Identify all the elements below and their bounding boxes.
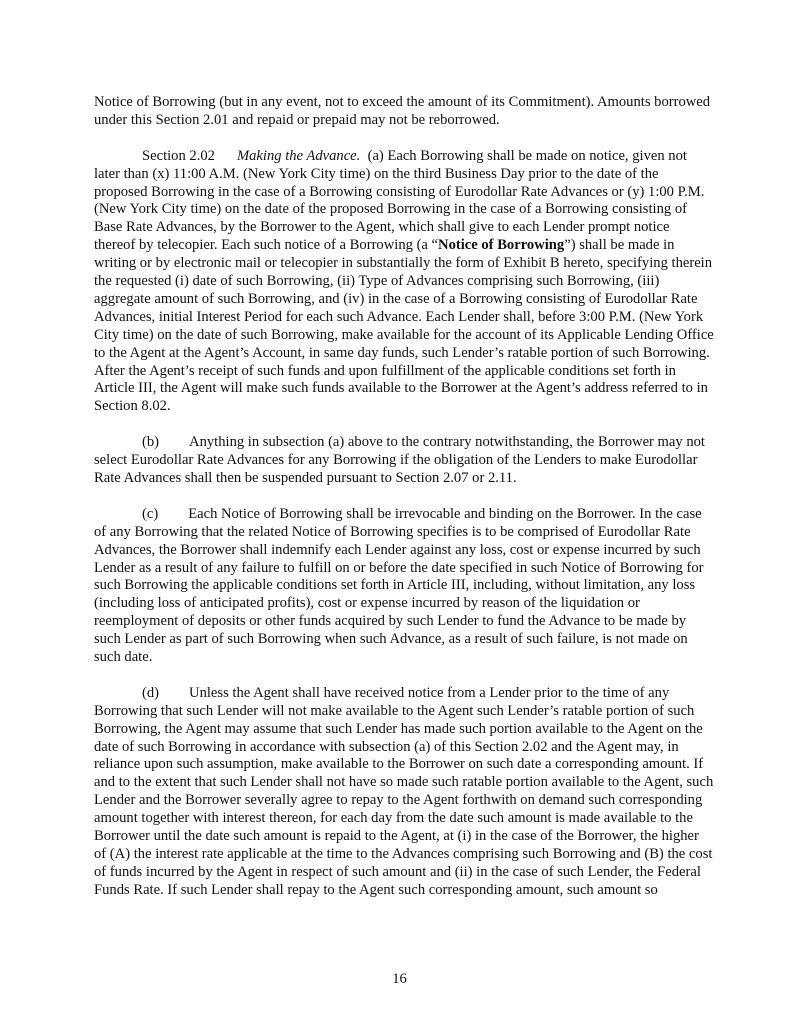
subsection-text: Unless the Agent shall have received notice from a Lender prior to the time of any Borrowing that such Lender will not make available to the Agent such Lender’s ratable portion of such Borrowing, the Agent may assume that such Lender has made such portion available to the Agent on the date of such Borrowing in accordance with subsection (a) of this Section 2.02 and the Agent may, in reliance upon such assumption, make available to the Borrower on such date a corresponding amount. If and to the extent that such Lender shall not have so made such ratable portion available to the Agent, such Lender and the Borrower severally agree to repay to the Agent forthwith on demand such corresponding amount together with interest thereon, for each day from the date such amount is made available to the Borrower until the date such amount is repaid to the Agent, at (i) in the case of the Borrower, the higher of (A) the interest rate applicable at the time to the Advances comprising such Borrowing and (B) the cost of funds incurred by the Agent in respect of such amount and (ii) in the case of such Lender, the Federal Funds Rate. If such Lender shall repay to the Agent such corresponding amount, such amount so <box>94 684 714 898</box>
section-number: Section 2.02 <box>142 147 215 164</box>
section-text-before-term: (a) Each Borrowing shall be made on notice, given not later than (x) 11:00 A.M. (New York City time) on the third Business Day prior to the date of the proposed Borrowing in the case of a Borrowing consisting of Eurodollar Rate Advances or (y) 1:00 P.M. (New York City time) on the date of the proposed Borrowing in the case of a Borrowing consisting of Base Rate Advances, by the Borrower to the Agent, which shall give to each Lender prompt notice thereof by telecopier. Each such notice of a Borrowing (a “ <box>94 147 705 254</box>
subsection-label: (b) <box>142 434 160 451</box>
section-2-02-paragraph <box>94 148 714 417</box>
subsection-label: (c) <box>142 505 159 522</box>
page-number: 16 <box>392 971 407 987</box>
section-text-after-term: ”) shall be made in writing or by electronic mail or telecopier in substantially the form of Exhibit B hereto, specifying therein the requested (i) date of such Borrowing, (ii) Type of Advances comprising such Borrowing, (iii) aggregate amount of such Borrowing, and (iv) in the case of a Borrowing consisting of Eurodollar Rate Advances, initial Interest Period for each such Advance. Each Lender shall, before 3:00 P.M. (New York City time) on the date of such Borrowing, make available for the account of its Applicable Lending Office to the Agent at the Agent’s Account, in same day funds, such Lender’s ratable portion of such Borrowing. After the Agent’s receipt of such funds and upon fulfillment of the applicable conditions set forth in Article III, the Agent will make such funds available to the Borrower at the Agent’s address referred to in Section 8.02. <box>94 237 714 415</box>
defined-term: Notice of Borrowing <box>438 237 565 254</box>
subsection-b <box>94 434 714 488</box>
subsection-text: Each Notice of Borrowing shall be irrevocable and binding on the Borrower. In the case of any Borrowing that the related Notice of Borrowing specifies is to be comprised of Eurodollar Rate Advances, the Borrower shall indemnify each Lender against any loss, cost or expense incurred by such Lender as a result of any failure to fulfill on or before the date specified in such Notice of Borrowing for such Borrowing the applicable conditions set forth in Article III, including, without limitation, any loss (including loss of anticipated profits), cost or expense incurred by reason of the liquidation or reemployment of deposits or other funds acquired by such Lender to fund the Advance to be made by such Lender as part of such Borrowing when such Advance, as a result of such failure, is not made on such date. <box>94 505 704 666</box>
subsection-c <box>94 506 714 667</box>
intro-paragraph: Notice of Borrowing (but in any event, not to exceed the amount of its Commitment). Amounts borrowed under this Section 2.01 and repaid or prepaid may not be reborrowed. <box>94 94 711 128</box>
subsection-d <box>94 685 714 900</box>
document-page <box>94 94 714 918</box>
subsection-label: (d) <box>142 684 160 701</box>
subsection-text: Anything in subsection (a) above to the contrary notwithstanding, the Borrower may not select Eurodollar Rate Advances for any Borrowing if the obligation of the Lenders to make Eurodollar Rate Advances shall then be suspended pursuant to Section 2.07 or 2.11. <box>94 434 705 486</box>
section-title: Making the Advance. <box>236 147 361 164</box>
